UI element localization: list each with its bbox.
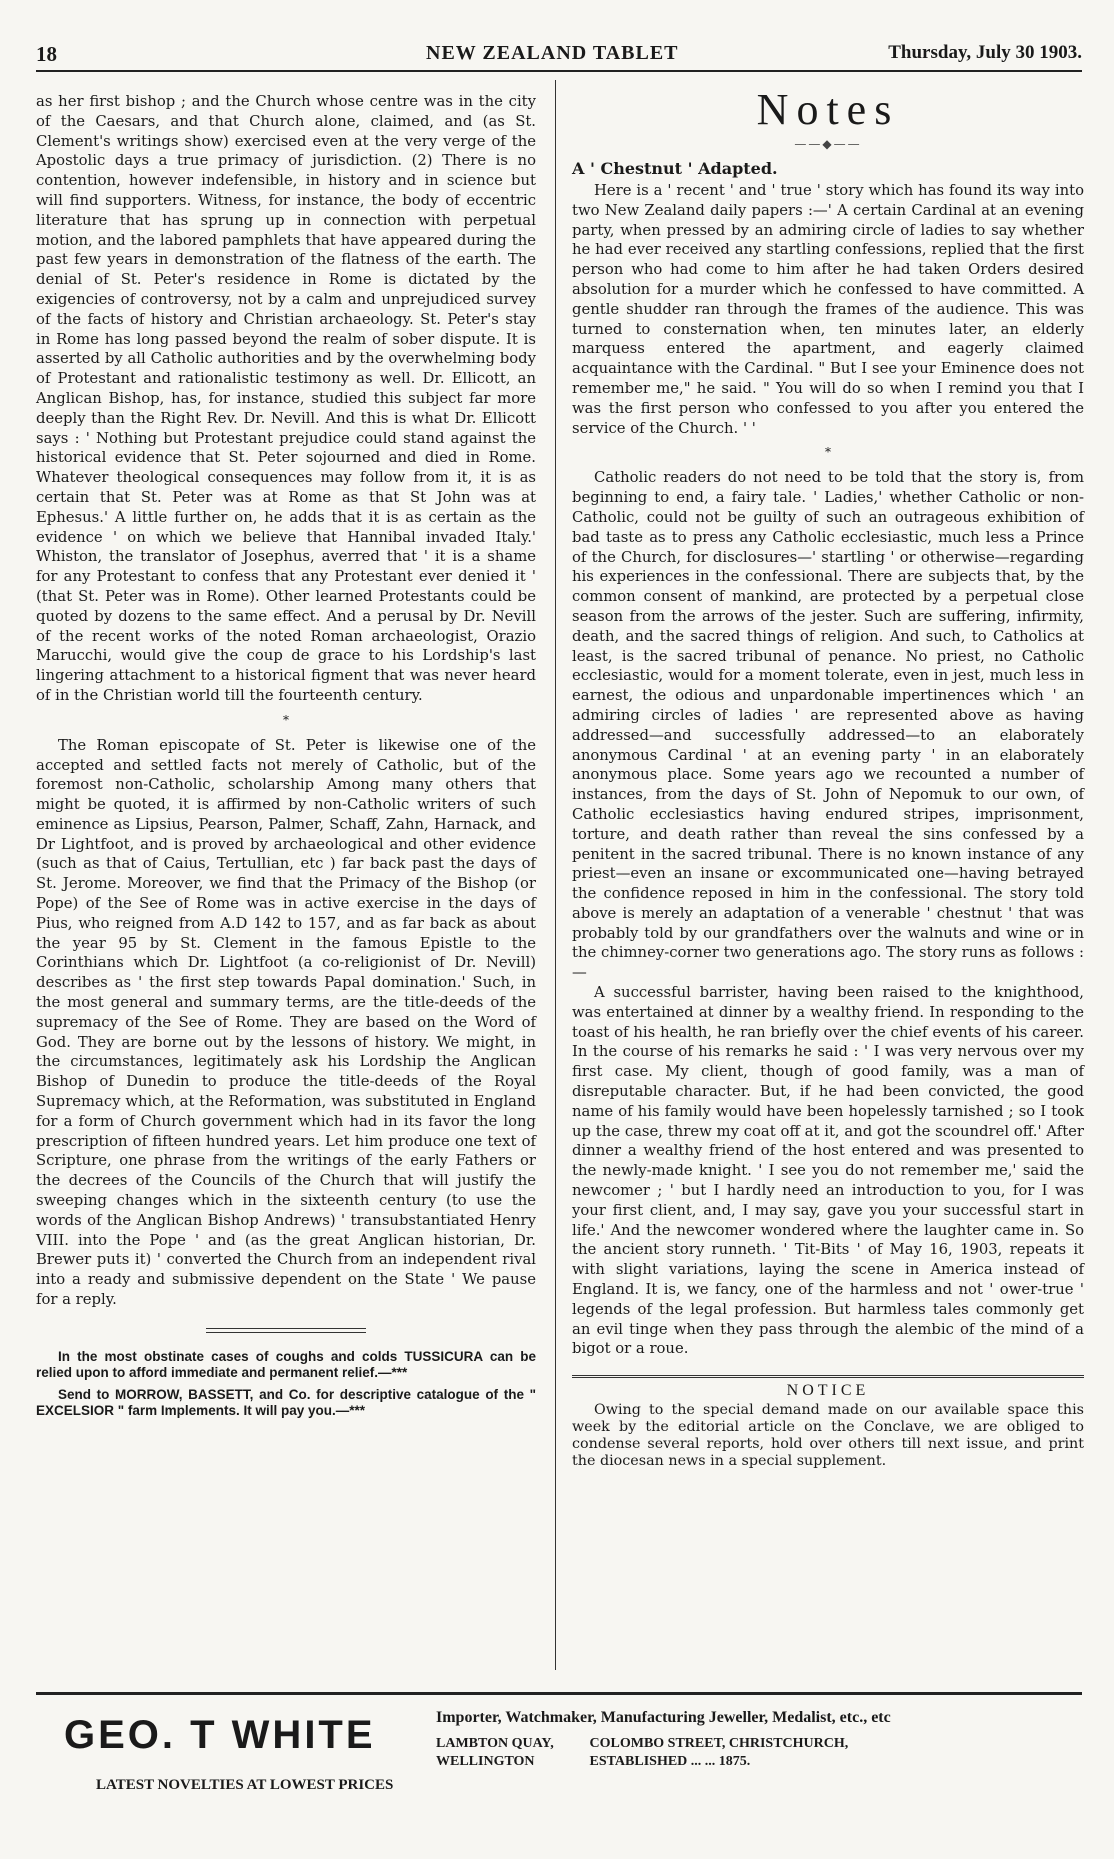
- section-star: *: [825, 445, 831, 460]
- article-paragraph-continued: as her first bishop ; and the Church whose centre was in the city of the Caesars, and that Church alone, claimed, and (as St. Clement's writings show) exercised even at the very verge of the Apostolic days a true primacy of jurisdiction. (2) There is no contention, however indefensible, in history and in science but will find supporters. Witness, for instance, the body of eccentric literature that has sprung up in connection with perpetual motion, and the labored pamphlets that have appeared during the past few years in demonstration of the flatness of the earth. The denial of St. Peter's residence in Rome is dictated by the exigencies of controversy, not by a calm and unprejudiced survey of the facts of history and Christian archaeology. St. Peter's stay in Rome has long passed beyond the realm of sober dispute. It is asserted by all Catholic authorities and by the overwhelming body of Protestant and rationalistic testimony as well. Dr. Ellicott, an Anglican Bishop, has, for instance, studied this subject far more deeply than the Right Rev. Dr. Nevill. And this is what Dr. Ellicott says : ' Nothing but Protestant prejudice could stand against the historical evidence that St. Peter sojourned and died in Rome. Whatever theological consequences may follow from it, it is as certain that St. Peter was at Rome as that St John was at Ephesus.' A little further on, he adds that it is as certain as the evidence ' on which we believe that Hannibal invaded Italy.' Whiston, the translator of Josephus, averred that ' it is a shame for any Protestant to confess that any Protestant ever denied it ' (that St. Peter was in Rome). Other learned Protestants could be quoted by dozens to the same effect. And a perusal by Dr. Nevill of the recent works of the noted Roman archaeologist, Orazio Marucchi, would give the coup de grace to his Lordship's last lingering attachment to a historical figment that was never heard of in the Christian world till the fourteenth century.: [36, 93, 536, 704]
- ornament-divider: ——◆——: [794, 137, 862, 151]
- address-colombo: COLOMBO STREET, CHRISTCHURCH,: [589, 1736, 849, 1751]
- notes-heading: Notes: [756, 85, 900, 134]
- issue-date: Thursday, July 30 1903.: [888, 42, 1082, 63]
- advertiser-address: [436, 1735, 848, 1771]
- notes-paragraph: Catholic readers do not need to be told that the story is, from beginning to end, a fairy tale. ' Ladies,' whether Catholic or non-Catholic, could not be guilty of such an outrageous exhibition of bad taste as to press any Catholic ecclesiastic, much less a Prince of the Church, for disclosures—' startling ' or otherwise—regarding his experiences in the confessional. There are subjects that, by the common consent of mankind, are protected by a perpetual close season from the arrows of the jester. Such are suffering, infirmity, death, and the sacred things of religion. And such, to Catholics at least, is the sacred tribunal of penance. No priest, no Catholic ecclesiastic, would for a moment tolerate, even in jest, much less in earnest, the odious and unpardonable impertinences which ' an admiring circles of ladies ' are represented above as having addressed—and successfully addressed—to an elaborately anonymous Cardinal ' at an evening party ' in an elaborately anonymous place. Some years ago we recounted a number of instances, from the days of St. John of Nepomuk to our own, of Catholic ecclesiastics having endured stripes, imprisonment, torture, and death rather than reveal the sins confessed by a penitent in the sacred tribunal. There is no known instance of any priest—even an insane or excommunicated one—having betrayed the confidence reposed in him in the confessional. The story told above is merely an adaptation of a venerable ' chestnut ' that was probably told by our grandfathers over the walnuts and wine or in the chimney-corner two generations ago. The story runs as follows :—: [572, 469, 1084, 982]
- notice-title: NOTICE: [786, 1382, 870, 1400]
- advertiser-tagline: LATEST NOVELTIES AT LOWEST PRICES: [96, 1777, 394, 1793]
- article-paragraph: The Roman episcopate of St. Peter is likewise one of the accepted and settled facts not merely of Catholic, but of the foremost non-Catholic, scholarship Among many others that might be quoted, it is affirmed by non-Catholic writers of such eminence as Lipsius, Pearson, Palmer, Schaff, Zahn, Harnack, and Dr Lightfoot, and is proved by archaeological and other evidence (such as that of Caius, Tertullian, etc ) far back past the days of St. Jerome. Moreover, we find that the Primacy of the Bishop (or Pope) of the See of Rome was in active exercise in the days of Pius, who reigned from A.D 142 to 157, and as far back as about the year 95 by St. Clement in the famous Epistle to the Corinthians which Dr. Lightfoot (a co-religionist of Dr. Nevill) describes as ' the first step towards Papal domination.' Such, in the most general and summary terms, are the title-deeds of the supremacy of the See of Rome. They are based on the Word of God. They are borne out by the lessons of history. We might, in the circumstances, legitimately ask his Lordship the Anglican Bishop of Dunedin to produce the title-deeds of the Royal Supremacy which, at the Reformation, was substituted in England for a form of Church government which had in its favor the long prescription of fifteen hundred years. Let him produce one text of Scripture, one phrase from the writings of the early Fathers or the decrees of the Councils of the Church that will justify the sweeping changes which in the sixteenth century (to use the words of the Anglican Bishop Andrews) ' transubstantiated Henry VIII. into the Pope ' and (as the great Anglican historian, Dr. Brewer puts it) ' converted the Church from an independent rival into a ready and submissive dependent on the State ' We pause for a reply.: [36, 736, 536, 1309]
- advertisements: [36, 1349, 536, 1419]
- notes-paragraph: Here is a ' recent ' and ' true ' story which has found its way into two New Zealand daily papers :—' A certain Cardinal at an evening party, when pressed by an admiring circle of ladies to say whether he had ever received any startling confessions, replied that the first person who had come to him after he had taken Orders desired absolution for a murder which he confessed to have committed. A gentle shudder ran through the frames of the audience. This was turned to consternation when, ten minutes later, an elderly marquess entered the apartment, and eagerly claimed acquaintance with the Cardinal. " But I see your Eminence does not remember me," he said. " You will do so when I remind you that I was the first person who confessed to you after you entered the service of the Church. ' ': [572, 182, 1084, 437]
- ad-excelsior: Send to MORROW, BASSETT, and Co. for descriptive catalogue of the " EXCELSIOR " farm Implements. It will pay you.—***: [36, 1386, 536, 1418]
- notice-text: Owing to the special demand made on our available space this week by the editorial article on the Conclave, we are obliged to condense several reports, hold over others till next issue, and print the diocesan news in a special supplement.: [572, 1402, 1084, 1470]
- publication-title: NEW ZEALAND TABLET: [426, 42, 679, 64]
- section-rule: [206, 1328, 366, 1333]
- notes-subhead: A ' Chestnut ' Adapted.: [572, 159, 778, 178]
- section-star: *: [283, 712, 289, 727]
- notice-box: [572, 1375, 1084, 1470]
- ad-tussicura: In the most obstinate cases of coughs and colds TUSSICURA can be relied upon to afford immediate and permanent relief.—***: [36, 1348, 536, 1380]
- advertiser-trades: Importer, Watchmaker, Manufacturing Jeweller, Medalist, etc., etc: [436, 1709, 891, 1726]
- page-header: [36, 36, 1082, 72]
- column-divider: [555, 80, 556, 1670]
- footer-advertisement: [36, 1692, 1082, 1835]
- notes-paragraph: A successful barrister, having been raised to the knighthood, was entertained at dinner by a wealthy friend. In responding to the toast of his health, he ran briefly over the chief events of his career. In the course of his remarks he said : ' I was very nervous over my first case. My client, though of good family, was a man of disreputable character. But, if he had been convicted, the good name of his family would have been hopelessly tarnished ; so I took up the case, threw my coat off at it, and got the scoundrel off.' After dinner a wealthy friend of the host entered and was presented to the newly-made knight. ' I see you do not remember me,' said the newcomer ; ' but I hardly need an introduction to you, for I was your first client, and, I may say, gave you your successful start in life.' And the newcomer wondered where the laughter came in. So the ancient story runneth. ' Tit-Bits ' of May 16, 1903, repeats it with slight variations, laying the scene in America instead of England. It is, we fancy, one of the harmless and not ' ower-true ' legends of the legal profession. But harmless tales commonly get an evil tinge when they pass through the alembic of the mind of a bigot or a roue.: [572, 984, 1084, 1358]
- page-number: 18: [36, 42, 57, 66]
- address-lambton: LAMBTON QUAY,: [436, 1736, 554, 1751]
- left-column: [36, 92, 536, 1425]
- address-city: WELLINGTON: [436, 1754, 535, 1769]
- advertiser-name: GEO. T WHITE: [64, 1713, 376, 1757]
- established: ESTABLISHED ... ... 1875.: [589, 1754, 751, 1769]
- right-column: [572, 85, 1084, 1470]
